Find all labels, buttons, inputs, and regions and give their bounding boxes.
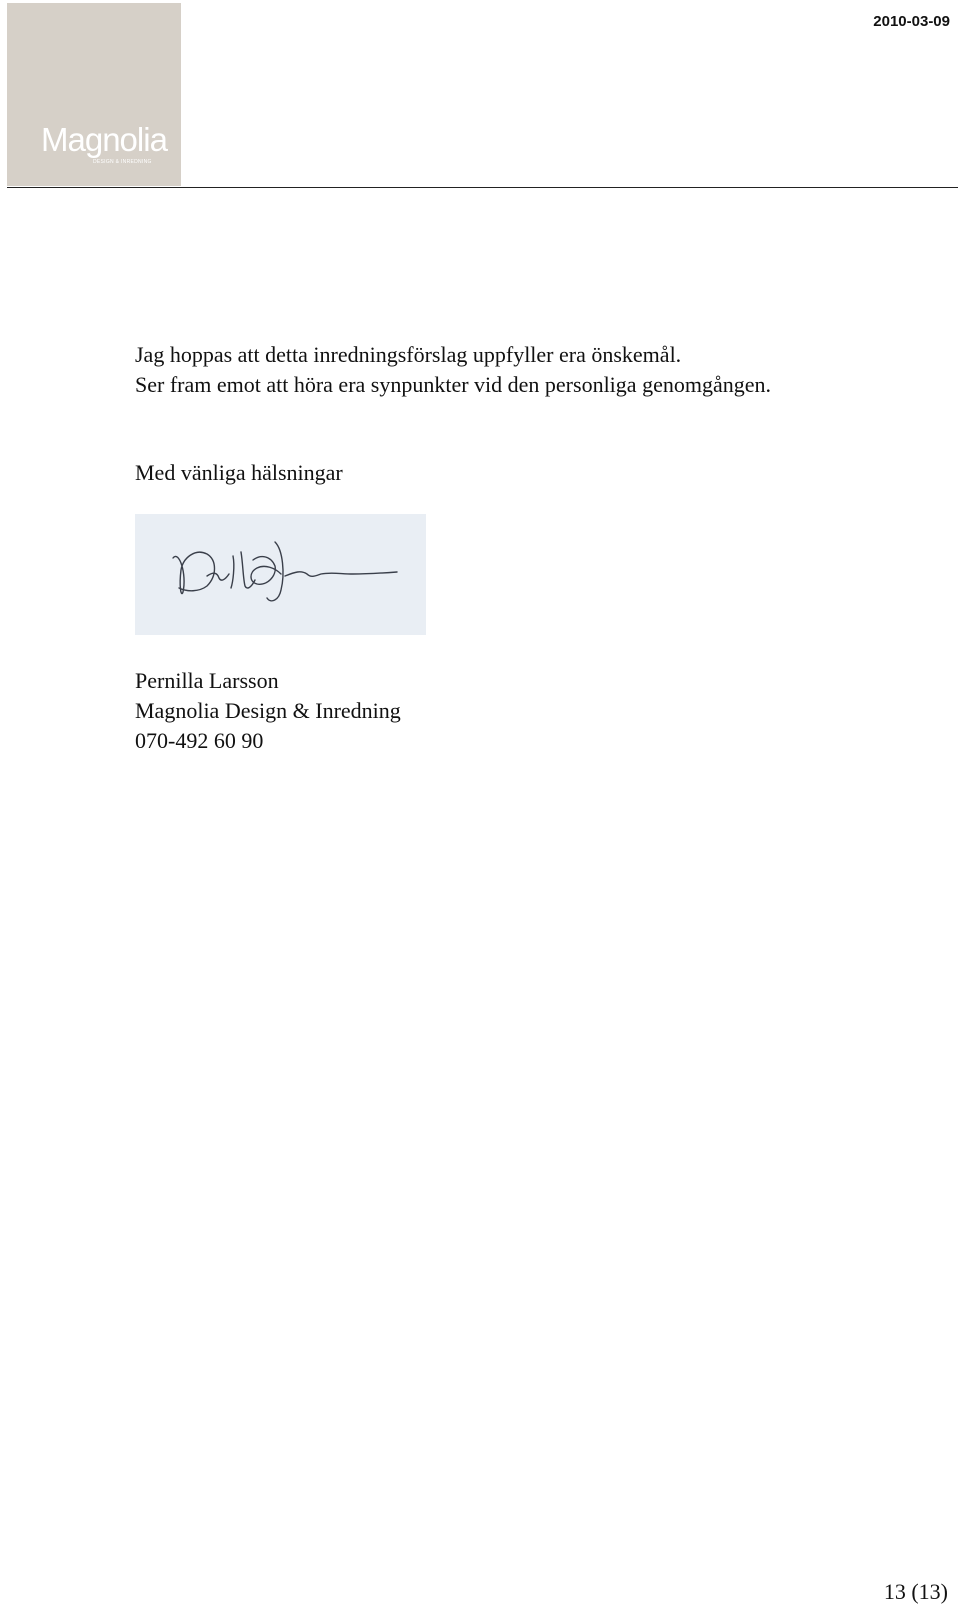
letter-closing: Med vänliga hälsningar xyxy=(135,460,343,485)
header-divider xyxy=(7,187,958,188)
company-logo xyxy=(7,3,181,186)
sender-phone: 070-492 60 90 xyxy=(135,728,264,753)
page-number: 13 (13) xyxy=(883,1579,948,1604)
sender-company: Magnolia Design & Inredning xyxy=(135,698,401,723)
letter-paragraph-2: Ser fram emot att höra era synpunkter vid den personliga genomgången. xyxy=(135,372,771,397)
letter-paragraph-1: Jag hoppas att detta inredningsförslag uppfyller era önskemål. xyxy=(135,342,682,367)
sender-name: Pernilla Larsson xyxy=(135,668,279,693)
logo-tagline: DESIGN & INREDNING xyxy=(93,159,152,165)
logo-wordmark: Magnolia xyxy=(41,121,167,158)
handwritten-signature xyxy=(135,514,426,635)
document-date: 2010-03-09 xyxy=(873,13,950,30)
